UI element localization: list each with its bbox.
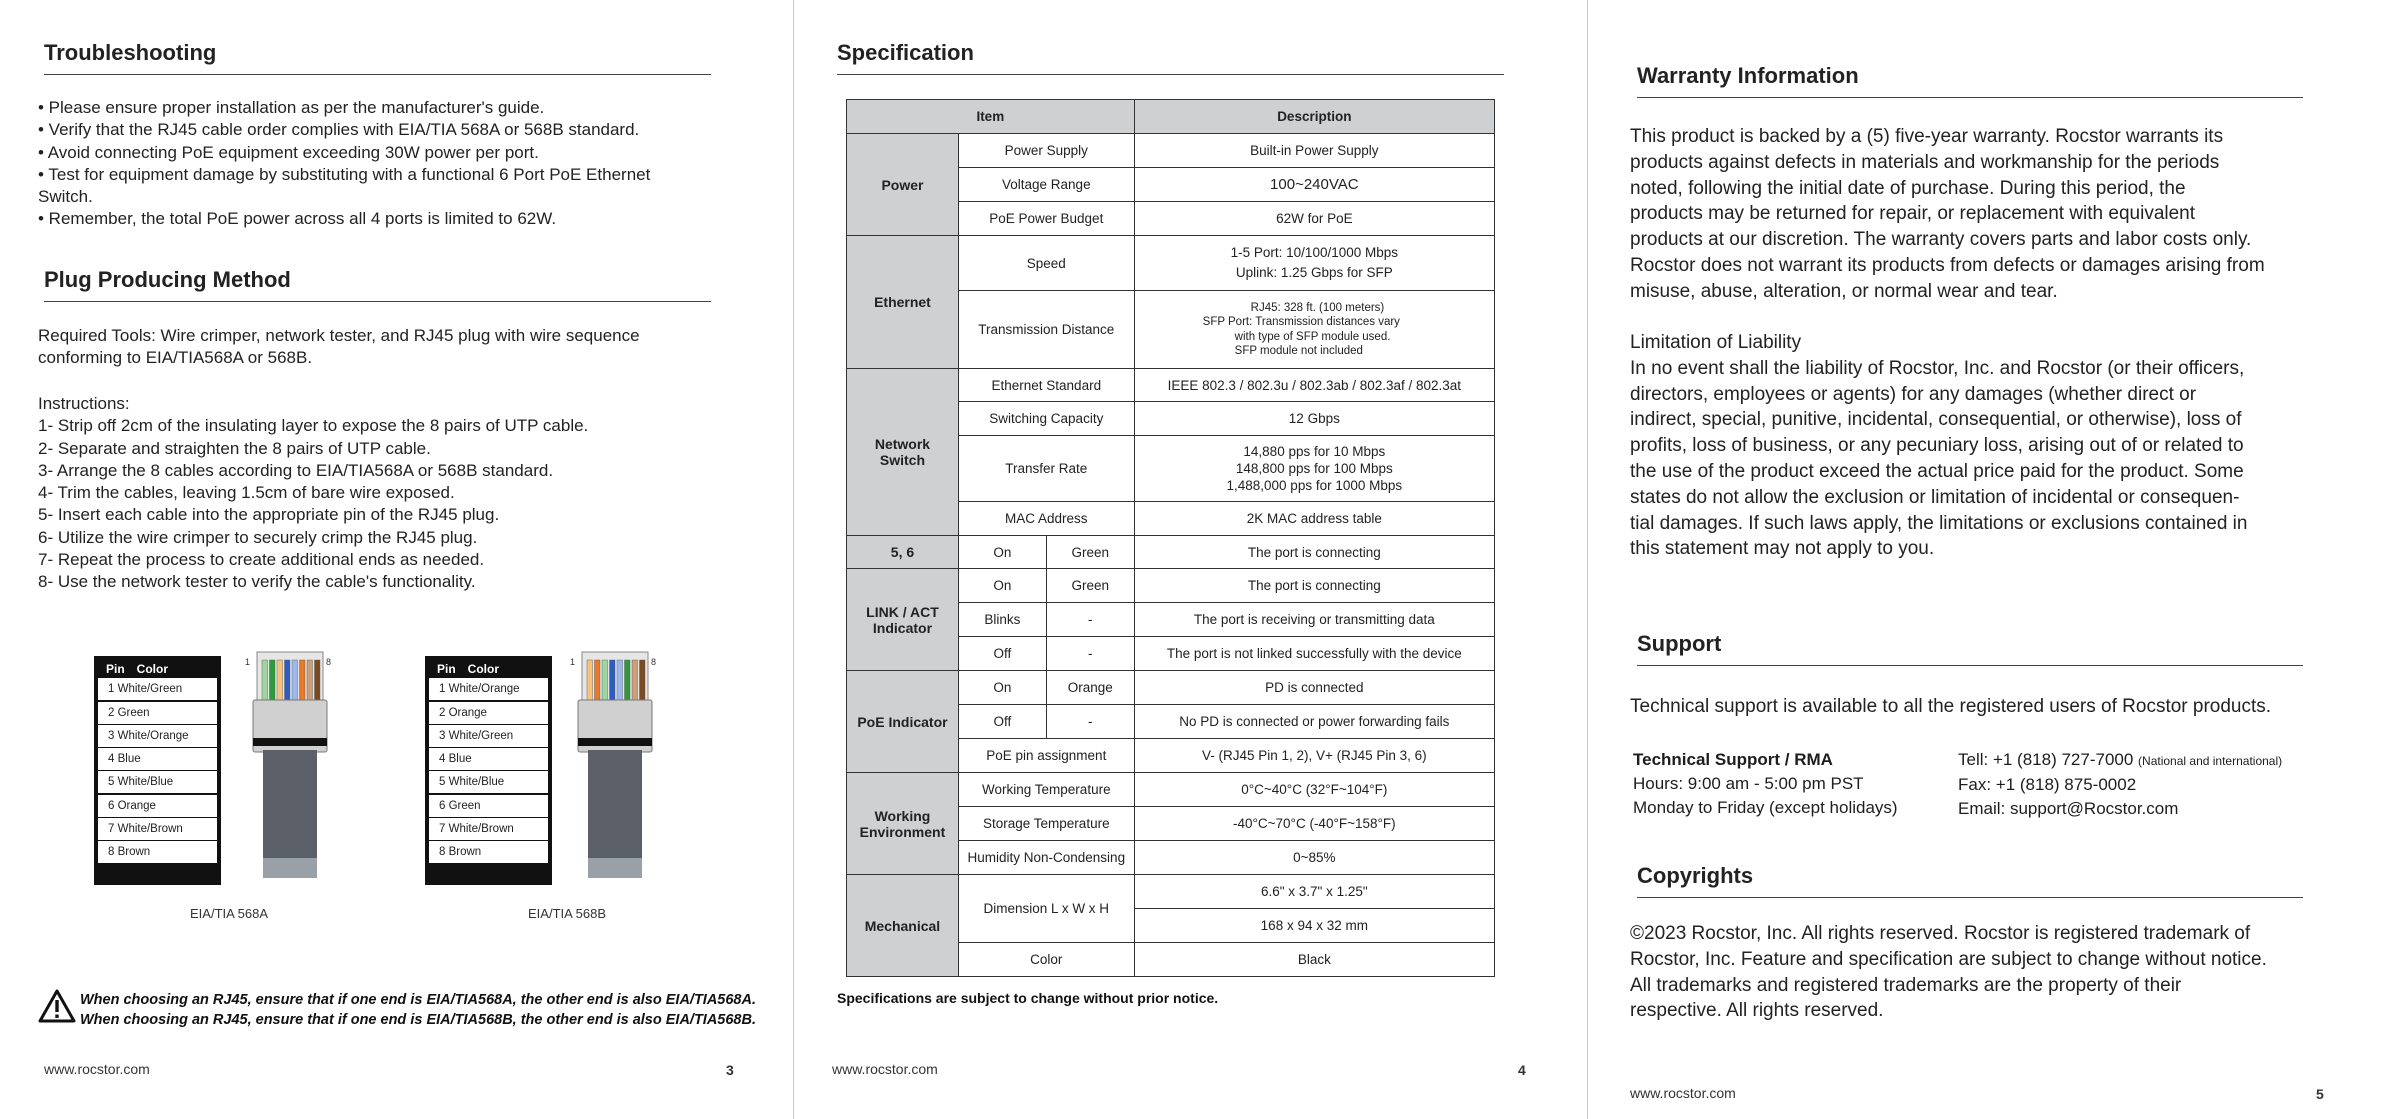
wiring-header: [98, 660, 217, 677]
step: 8- Use the network tester to verify the cable's functionality.: [38, 572, 476, 592]
wiring-table-568b: [425, 656, 552, 885]
led-state: On: [958, 671, 1046, 705]
text-line: products against defects in materials and workmanship for the periods: [1630, 151, 2220, 173]
pin-first-label: 1: [570, 657, 576, 667]
spec-value: The port is connecting: [1134, 536, 1494, 569]
text-line: Rocstor does not warrant its products from defects or damages arising from: [1630, 254, 2265, 276]
spec-key: Transmission Distance: [958, 291, 1134, 369]
pin-header: Pin: [106, 661, 125, 676]
list-item: • Test for equipment damage by substituting with a functional 6 Port PoE Ethernet: [38, 164, 651, 184]
table-row: [847, 134, 1495, 168]
pin-last-label: 8: [326, 657, 332, 667]
list-item: Switch.: [38, 187, 93, 207]
group-label: [847, 369, 959, 536]
text-line: This product is backed by a (5) five-year warranty. Rocstor warrants its: [1630, 126, 2224, 147]
led-color: Green: [1046, 536, 1134, 569]
table-row: [847, 875, 1495, 909]
wiring-row: 8 Brown: [429, 841, 548, 863]
value-line: RJ45: 328 ft. (100 meters): [1250, 301, 1385, 314]
step: 3- Arrange the 8 cables according to EIA/TIA568A or 568B standard.: [38, 460, 554, 480]
text-line: the use of the product exceed the actual price paid for the product. Some: [1630, 460, 2244, 482]
spec-value: 0~85%: [1134, 841, 1494, 875]
table-header-description: Description: [1134, 100, 1494, 134]
plug-method-heading: Plug Producing Method: [44, 267, 711, 302]
cable-end: [588, 858, 642, 878]
spec-value: Built-in Power Supply: [1134, 134, 1494, 168]
wiring-row: 1 White/Green: [98, 678, 217, 700]
copyright-text: [1630, 921, 2267, 1024]
step: 5- Insert each cable into the appropriate pin of the RJ45 plug.: [38, 505, 500, 525]
wiring-row: 4 Blue: [429, 748, 548, 770]
text-line: All trademarks and registered trademarks are the property of their: [1630, 974, 2182, 996]
spec-key: Dimension L x W x H: [958, 875, 1134, 943]
warning-text: [80, 990, 756, 1030]
specification-heading: Specification: [837, 40, 1504, 75]
value-line: Uplink: 1.25 Gbps for SFP: [1235, 265, 1393, 280]
spec-value: 168 x 94 x 32 mm: [1134, 909, 1494, 943]
plug-clip: [578, 738, 652, 746]
value-line: with type of SFP module used.: [1234, 330, 1391, 343]
cable-end: [263, 858, 317, 878]
text-line: tial damages. If such laws apply, the limitations or exclusions contained in: [1630, 512, 2248, 534]
warning-line: When choosing an RJ45, ensure that if one end is EIA/TIA568A, the other end is also EIA/TIA568A.: [80, 992, 756, 1008]
text-line: respective. All rights reserved.: [1630, 1000, 1884, 1022]
wiring-header: [429, 660, 548, 677]
wiring-row: 7 White/Brown: [98, 818, 217, 840]
table-row: [847, 671, 1495, 705]
value-line: 1,488,000 pps for 1000 Mbps: [1226, 478, 1403, 493]
wiring-row: 6 Orange: [98, 795, 217, 817]
group-label: PoE Indicator: [847, 671, 959, 773]
wiring-row: 3 White/Green: [429, 725, 548, 747]
spec-value: [1134, 236, 1494, 291]
led-state: Off: [958, 637, 1046, 671]
text-line: conforming to EIA/TIA568A or 568B.: [38, 348, 313, 368]
spec-key: Working Temperature: [958, 773, 1134, 807]
value-line: SFP module not included: [1234, 345, 1363, 357]
spec-key: MAC Address: [958, 502, 1134, 536]
text-line: states do not allow the exclusion or limitation of incidental or consequen-: [1630, 486, 2240, 508]
spec-key: Power Supply: [958, 134, 1134, 168]
table-row: [847, 536, 1495, 569]
caption-568b: EIA/TIA 568B: [528, 906, 607, 921]
cable-jacket: [263, 750, 317, 862]
table-row: [847, 569, 1495, 603]
spec-key: Switching Capacity: [958, 402, 1134, 436]
led-color: -: [1046, 705, 1134, 739]
spec-value: No PD is connected or power forwarding fails: [1134, 705, 1494, 739]
page-4: [794, 0, 1587, 1119]
support-text: Technical support is available to all the registered users of Rocstor products.: [1630, 696, 2272, 717]
troubleshooting-list: [38, 97, 650, 231]
text-line: noted, following the initial date of purchase. During this period, the: [1630, 177, 2186, 199]
group-label-line: Network: [874, 436, 931, 452]
wiring-row: 3 White/Orange: [98, 725, 217, 747]
group-label: [847, 569, 959, 671]
led-color: Orange: [1046, 671, 1134, 705]
spec-key: Transfer Rate: [958, 436, 1134, 502]
spec-value: -40°C~70°C (-40°F~158°F): [1134, 807, 1494, 841]
led-state: On: [958, 569, 1046, 603]
spec-value: 2K MAC address table: [1134, 502, 1494, 536]
group-label: Power: [847, 134, 959, 236]
step: 1- Strip off 2cm of the insulating layer to expose the 8 pairs of UTP cable.: [38, 416, 589, 436]
page-5: [1588, 0, 2381, 1119]
text-line: Required Tools: Wire crimper, network tester, and RJ45 plug with wire sequence: [38, 326, 640, 345]
footer-url: www.rocstor.com: [1630, 1085, 1736, 1101]
footer-url: www.rocstor.com: [832, 1061, 938, 1077]
value-line: 148,800 pps for 100 Mbps: [1235, 461, 1393, 476]
liability-text: [1630, 330, 2247, 562]
led-color: -: [1046, 603, 1134, 637]
group-label: Ethernet: [847, 236, 959, 369]
spec-key: Color: [958, 943, 1134, 977]
spec-value: V- (RJ45 Pin 1, 2), V+ (RJ45 Pin 3, 6): [1134, 739, 1494, 773]
led-color: Green: [1046, 569, 1134, 603]
spec-value: 0°C~40°C (32°F~104°F): [1134, 773, 1494, 807]
wiring-row: 5 White/Blue: [98, 771, 217, 793]
step: 4- Trim the cables, leaving 1.5cm of bare wire exposed.: [38, 483, 455, 503]
wiring-table-568a: [94, 656, 221, 885]
spec-disclaimer: Specifications are subject to change without prior notice.: [837, 990, 1219, 1006]
plug-clip: [253, 738, 327, 746]
spec-value: The port is not linked successfully with the device: [1134, 637, 1494, 671]
wiring-row: 7 White/Brown: [429, 818, 548, 840]
spec-key: PoE pin assignment: [958, 739, 1134, 773]
list-item: • Avoid connecting PoE equipment exceeding 30W power per port.: [38, 142, 539, 162]
page-3: [0, 0, 793, 1119]
troubleshooting-heading: Troubleshooting: [44, 40, 711, 75]
support-heading: Support: [1637, 631, 2303, 666]
cable-jacket: [588, 750, 642, 862]
color-header: Color: [136, 661, 169, 676]
text-line: profits, loss of business, or any pecuniary loss, arising out of or related to: [1630, 435, 2244, 457]
group-label: Mechanical: [847, 875, 959, 977]
table-row: [847, 369, 1495, 402]
led-state: On: [958, 536, 1046, 569]
spec-key: Ethernet Standard: [958, 369, 1134, 402]
group-label-line: Switch: [879, 452, 926, 468]
text-line: products may be returned for repair, or replacement with equivalent: [1630, 203, 2196, 225]
page-number: 5: [2316, 1086, 2324, 1102]
caption-568a: EIA/TIA 568A: [190, 906, 269, 921]
wiring-row: 2 Orange: [429, 702, 548, 724]
text-line: In no event shall the liability of Rocstor, Inc. and Rocstor (or their officers,: [1630, 357, 2245, 379]
support-contact-right: [1958, 748, 2282, 821]
specification-table: [846, 99, 1495, 977]
spec-value: [1134, 291, 1494, 369]
support-email[interactable]: Email: support@Rocstor.com: [1958, 799, 2179, 818]
group-label-line: LINK / ACT: [866, 603, 939, 620]
required-tools: [38, 325, 640, 370]
page-number: 4: [1518, 1062, 1526, 1078]
value-line: 14,880 pps for 10 Mbps: [1243, 444, 1386, 459]
spec-value: Black: [1134, 943, 1494, 977]
spec-value: 6.6" x 3.7" x 1.25": [1134, 875, 1494, 909]
support-title: Technical Support / RMA: [1633, 750, 1833, 769]
pin-last-label: 8: [651, 657, 657, 667]
instructions: [38, 393, 588, 594]
led-color: -: [1046, 637, 1134, 671]
spec-value: IEEE 802.3 / 802.3u / 802.3ab / 802.3af / 802.3at: [1134, 369, 1494, 402]
group-label: 5, 6: [847, 536, 959, 569]
wiring-row: 1 White/Orange: [429, 678, 548, 700]
spec-key: Voltage Range: [958, 168, 1134, 202]
wiring-row: 8 Brown: [98, 841, 217, 863]
warning-icon: [38, 988, 76, 1024]
phone-note: (National and international): [2138, 754, 2283, 768]
led-state: Blinks: [958, 603, 1046, 637]
spec-key: Storage Temperature: [958, 807, 1134, 841]
liability-heading: Limitation of Liability: [1630, 332, 1802, 353]
text-line: indirect, special, punitive, incidental, consequential, or otherwise), loss of: [1630, 409, 2242, 431]
step: 6- Utilize the wire crimper to securely crimp the RJ45 plug.: [38, 527, 478, 547]
spec-value: The port is receiving or transmitting data: [1134, 603, 1494, 637]
spec-value: 100~240VAC: [1134, 168, 1494, 202]
wiring-row: 5 White/Blue: [429, 771, 548, 793]
step: 7- Repeat the process to create additional ends as needed.: [38, 550, 485, 570]
footer-url: www.rocstor.com: [44, 1061, 150, 1077]
spec-value: PD is connected: [1134, 671, 1494, 705]
spec-value: [1134, 436, 1494, 502]
pin-first-label: 1: [245, 657, 251, 667]
instructions-label: Instructions:: [38, 394, 130, 413]
rj45-plug-568b-illustration: [570, 650, 660, 880]
led-state: Off: [958, 705, 1046, 739]
support-contact-left: [1633, 748, 1898, 820]
support-days: Monday to Friday (except holidays): [1633, 798, 1898, 817]
spec-value: 12 Gbps: [1134, 402, 1494, 436]
value-line: 1-5 Port: 10/100/1000 Mbps: [1230, 245, 1398, 260]
list-item: • Remember, the total PoE power across all 4 ports is limited to 62W.: [38, 209, 557, 229]
text-line: Rocstor, Inc. Feature and specification are subject to change without notice.: [1630, 948, 2267, 970]
support-phone: [1958, 748, 2282, 773]
warning-line: When choosing an RJ45, ensure that if one end is EIA/TIA568B, the other end is also EIA/TIA568B.: [80, 1012, 756, 1028]
wiring-row: 4 Blue: [98, 748, 217, 770]
spec-key: Humidity Non-Condensing: [958, 841, 1134, 875]
group-label-line: Indicator: [872, 619, 933, 636]
group-label: [847, 773, 959, 875]
table-header-item: Item: [847, 100, 1135, 134]
phone-number: Tell: +1 (818) 727-7000: [1958, 750, 2134, 769]
support-fax: Fax: +1 (818) 875-0002: [1958, 775, 2137, 794]
wiring-row: 6 Green: [429, 795, 548, 817]
group-label-line: Environment: [859, 823, 946, 840]
group-label-line: Working: [874, 807, 931, 824]
table-row: [847, 236, 1495, 291]
pin-header: Pin: [437, 661, 456, 676]
support-hours: Hours: 9:00 am - 5:00 pm PST: [1633, 774, 1864, 793]
list-item: • Please ensure proper installation as per the manufacturer's guide.: [38, 98, 545, 117]
copyrights-heading: Copyrights: [1637, 863, 2303, 898]
text-line: products at our discretion. The warranty covers parts and labor costs only.: [1630, 229, 2252, 251]
list-item: • Verify that the RJ45 cable order complies with EIA/TIA 568A or 568B standard.: [38, 120, 640, 140]
step: 2- Separate and straighten the 8 pairs of UTP cable.: [38, 438, 431, 458]
spec-key: Speed: [958, 236, 1134, 291]
warranty-text: [1630, 124, 2265, 305]
warranty-heading: Warranty Information: [1637, 63, 2303, 98]
spec-value: The port is connecting: [1134, 569, 1494, 603]
wiring-row: 2 Green: [98, 702, 217, 724]
spec-value: 62W for PoE: [1134, 202, 1494, 236]
text-line: misuse, abuse, alteration, or normal wear and tear.: [1630, 280, 2058, 302]
table-row: [847, 773, 1495, 807]
page-number: 3: [726, 1062, 734, 1078]
spec-key: PoE Power Budget: [958, 202, 1134, 236]
color-header: Color: [467, 661, 500, 676]
value-line: SFP Port: Transmission distances vary: [1202, 316, 1400, 328]
rj45-plug-568a-illustration: [245, 650, 335, 880]
text-line: directors, employees or agents) for any damages (whether direct or: [1630, 383, 2197, 405]
text-line: this statement may not apply to you.: [1630, 538, 1935, 560]
text-line: ©2023 Rocstor, Inc. All rights reserved. Rocstor is registered trademark of: [1630, 923, 2251, 944]
